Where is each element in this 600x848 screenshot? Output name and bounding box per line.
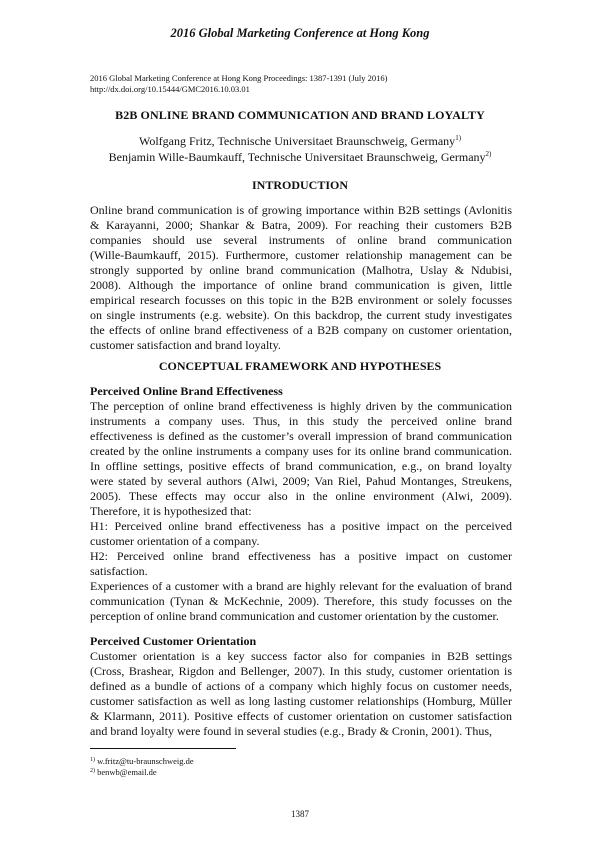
running-header: 2016 Global Marketing Conference at Hong Kong bbox=[170, 26, 430, 40]
footnote-1-email[interactable]: w.fritz@tu-braunschweig.de bbox=[97, 756, 194, 766]
author-2-text: Benjamin Wille-Baumkauff, Technische Universitaet Braunschweig, Germany bbox=[108, 150, 486, 164]
author-1 bbox=[0, 133, 600, 149]
author-2 bbox=[0, 149, 600, 165]
author-1-text: Wolfgang Fritz, Technische Universitaet Braunschweig, Germany bbox=[138, 134, 456, 148]
author-2-mark: 2) bbox=[485, 150, 492, 158]
text-line: Customer orientation is a key success factor also for companies in B2B settings bbox=[90, 649, 512, 663]
hypothesis-h1 bbox=[90, 519, 512, 549]
text-line: instruments a company uses. Thus, in this study the perceived online brand bbox=[90, 414, 512, 428]
text-line: on single instruments (e.g. website). On this backdrop, the current study investigates bbox=[90, 308, 512, 322]
text-line: Therefore, it is hypothesized that: bbox=[90, 504, 252, 518]
text-line: Experiences of a customer with a brand are highly relevant for the evaluation of brand bbox=[90, 579, 512, 593]
text-line: H2: Perceived online brand effectiveness has a positive impact on customer bbox=[90, 549, 512, 563]
text-line: In offline settings, positive effects of brand communication, e.g., on brand loyalty bbox=[90, 459, 512, 473]
text-line: customer satisfaction as well as long lasting customer relationships (Homburg, Müller bbox=[90, 694, 512, 708]
footnote-divider bbox=[90, 748, 236, 749]
text-line: customer orientation of a company. bbox=[90, 534, 260, 548]
footnotes bbox=[90, 756, 194, 778]
text-line: companies should use several instruments of online brand communication bbox=[90, 233, 512, 247]
pobe-paragraph bbox=[90, 399, 512, 519]
text-line: H1: Perceived online brand effectiveness has a positive impact on the perceived bbox=[90, 519, 512, 533]
text-line: defined as a bundle of actions of a company which highly focus on customer needs, bbox=[90, 679, 512, 693]
proceedings-info bbox=[90, 73, 387, 95]
text-line: empirical research focusses on this topic in the B2B environment or solely focusses bbox=[90, 293, 512, 307]
subheading-perceived-online-brand-effectiveness: Perceived Online Brand Effectiveness bbox=[90, 384, 283, 398]
text-line: customer satisfaction and brand loyalty. bbox=[90, 338, 281, 352]
proceedings-citation: 2016 Global Marketing Conference at Hong Kong Proceedings: 1387-1391 (July 2016) bbox=[90, 73, 388, 83]
text-line: communication (Tynan & McKechnie, 2009). Therefore, this study focusses on the bbox=[90, 594, 512, 608]
text-line: Online brand communication is of growing importance within B2B settings (Avlonitis bbox=[90, 203, 512, 217]
footnote-1-mark: 1) bbox=[90, 757, 95, 763]
paper-title: B2B ONLINE BRAND COMMUNICATION AND BRAND LOYALTY bbox=[115, 108, 485, 122]
doi-link[interactable]: http://dx.doi.org/10.15444/GMC2016.10.03.01 bbox=[90, 84, 250, 94]
text-line: & Klarmann, 2011). Positive effects of customer orientation on customer satisfaction bbox=[90, 709, 512, 723]
section-heading-framework: CONCEPTUAL FRAMEWORK AND HYPOTHESES bbox=[158, 359, 442, 373]
author-1-mark: 1) bbox=[455, 134, 462, 142]
hypothesis-h2 bbox=[90, 549, 512, 579]
footnote-2-email[interactable]: benwb@email.de bbox=[97, 767, 157, 777]
page-number: 1387 bbox=[291, 809, 309, 819]
experience-paragraph bbox=[90, 579, 512, 624]
footnote-2-mark: 2) bbox=[90, 768, 95, 774]
text-line: satisfaction. bbox=[90, 564, 148, 578]
footnote-2 bbox=[90, 767, 194, 778]
footnote-1 bbox=[90, 756, 194, 767]
text-line: were stated by several authors (Alwi, 2009; Van Riel, Pahud Montanges, Streukens, bbox=[90, 474, 512, 488]
text-line: and brand loyalty were found in several studies (e.g., Brady & Cronin, 2001). Thus, bbox=[90, 724, 493, 738]
text-line: perception of online brand communication and customer orientation by the customer. bbox=[90, 609, 499, 623]
intro-paragraph bbox=[90, 203, 512, 353]
text-line: (Wille-Baumkauff, 2015). Furthermore, customer relationship management can be bbox=[90, 248, 512, 262]
pco-paragraph bbox=[90, 649, 512, 739]
text-line: & Karayanni, 2000; Shankar & Batra, 2009). For reaching their customers B2B bbox=[90, 218, 512, 232]
text-line: effectiveness is defined as the customer’s overall impression of brand communication bbox=[90, 429, 512, 443]
text-line: 2005). These effects may occur also in the online environment (Alwi, 2009). bbox=[90, 489, 512, 503]
text-line: the effects of online brand effectiveness of a B2B company on customer orientation, bbox=[90, 323, 512, 337]
text-line: strongly supported by online brand communication (Malhotra, Uslay & Ndubisi, bbox=[90, 263, 512, 277]
text-line: The perception of online brand effectiveness is highly driven by the communication bbox=[90, 399, 512, 413]
text-line: created by the online instruments a company uses for its online brand communication. bbox=[90, 444, 512, 458]
text-line: (Cross, Brashear, Rigdon and Bellenger, 2007). In this study, customer orientation is bbox=[90, 664, 512, 678]
author-list bbox=[0, 133, 600, 165]
subheading-perceived-customer-orientation: Perceived Customer Orientation bbox=[90, 634, 257, 648]
text-line: 2008). Although the importance of online brand communication is given, little bbox=[90, 278, 512, 292]
section-heading-introduction: INTRODUCTION bbox=[251, 178, 348, 192]
